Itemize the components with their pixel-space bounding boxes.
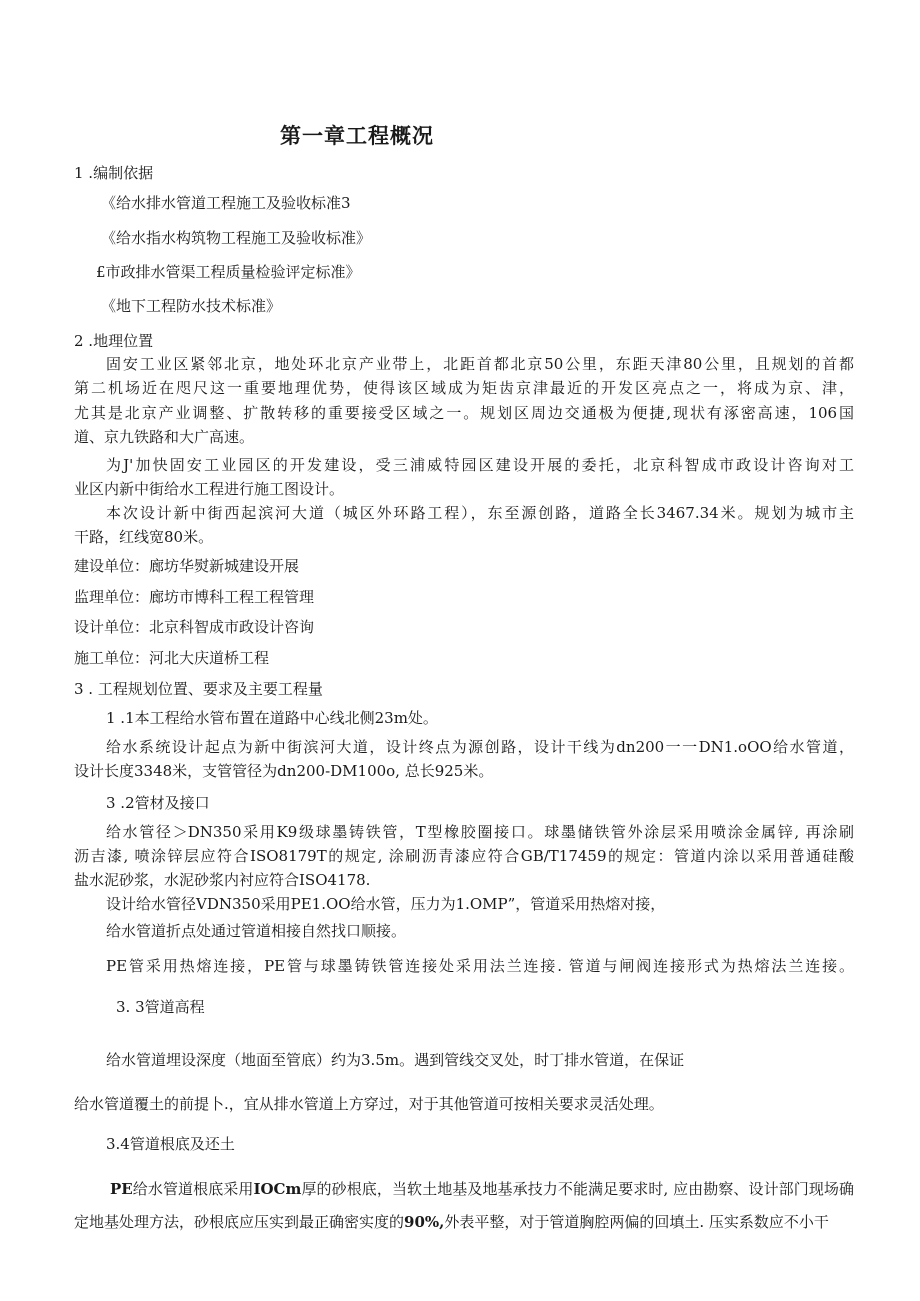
paragraph-line: 尤其是北京产业调整、扩散转移的重要接受区域之一。规划区周边交通极为便捷,现状有涿密高速，106国 xyxy=(74,404,854,422)
subsection-heading: 1 .1本工程给水管布置在道路中心线北侧23m处。 xyxy=(106,709,438,727)
subsection-heading: 3. 3管道高程 xyxy=(116,998,205,1016)
paragraph-line: 业区内新中街给水工程进行施工图设计。 xyxy=(74,480,345,498)
unit-line: 监理单位：廊坊市博科工程工程管理 xyxy=(74,588,315,606)
text-run: 外表平整，对于管道胸腔两偏的回填土. 压实系数应不小干 xyxy=(444,1213,829,1231)
subsection-heading: 3.4管道根底及还土 xyxy=(106,1135,235,1153)
paragraph-line: 设计长度3348米，支管管径为dn200-DM100o, 总长925米。 xyxy=(74,762,494,780)
paragraph-line: 固安工业区紧邻北京，地处环北京产业带上，北距首都北京50公里，东距天津80公里，且规划的首都 xyxy=(106,355,854,373)
unit-line: 建设单位：廊坊华熨新城建设开展 xyxy=(74,557,300,575)
paragraph-line: 干路，红线宽80米。 xyxy=(74,528,214,546)
text-run: 厚的砂根底，当软土地基及地基承技力不能满足要求时, 应由勘察、设计部门现场确 xyxy=(301,1180,854,1198)
unit-line: 设计单位：北京科智成市政设计咨询 xyxy=(74,618,315,636)
subsection-heading: 3 .2管材及接口 xyxy=(106,794,210,812)
text-bold: PE xyxy=(110,1180,133,1198)
paragraph-line: 给水管道埋设深度（地面至管底）约为3.5m。遇到管线交叉处，时丁排水管道，在保证 xyxy=(106,1051,685,1069)
text-run: 给水管道根底采用 xyxy=(132,1180,254,1198)
paragraph-line: 给水管道折点处通过管道相接自然找口顺接。 xyxy=(106,922,407,940)
paragraph-line: 给水系统设计起点为新中街滨河大道，设计终点为源创路，设计干线为dn200一一DN1.oOO给水管道， xyxy=(106,738,854,756)
paragraph-line: 为J'加快固安工业园区的开发建设，受三浦威特园区建设开展的委托，北京科智成市政设计咨询对工 xyxy=(106,456,854,474)
paragraph-line: 设计给水管径VDN350采用PE1.OO给水管，压力为1.OMP”，管道采用热熔对接， xyxy=(106,895,666,913)
paragraph-line: 给水管道覆土的前提卜.，宜从排水管道上方穿过，对于其他管道可按相关要求灵活处理。 xyxy=(74,1095,664,1113)
paragraph-line: 本次设计新中街西起滨河大道（城区外环路工程），东至源创路，道路全长3467.34米。规划为城市主 xyxy=(106,504,854,522)
paragraph-line xyxy=(110,1179,854,1199)
reference-item: £市政排水管渠工程质量检验评定标准》 xyxy=(96,263,361,281)
paragraph-line: PE管采用热熔连接，PE管与球墨铸铁管连接处采用法兰连接. 管道与闸阀连接形式为热熔法兰连接。 xyxy=(106,957,854,975)
reference-item: 《地下工程防水技术标准》 xyxy=(101,297,282,315)
text-bold: 90%, xyxy=(404,1213,445,1231)
paragraph-line: 道、京九铁路和大广高速。 xyxy=(74,428,255,446)
reference-item: 《给水指水构筑物工程施工及验收标准》 xyxy=(101,229,372,247)
text-bold: IOCm xyxy=(253,1180,302,1198)
paragraph-line: 第二机场近在咫尺这一重要地理优势，使得该区域成为矩齿京津最近的开发区亮点之一，将成为京、津， xyxy=(74,379,854,397)
unit-line: 施工单位：河北大庆道桥工程 xyxy=(74,649,270,667)
text-run: 定地基处理方法，砂根底应压实到最正确密实度的 xyxy=(74,1213,405,1231)
paragraph-line: 沥吉漆, 喷涂锌层应符合ISO8179T的规定, 涂刷沥青漆应符合GB/T17459的规定：管道内涂以采用普通硅酸 xyxy=(74,847,854,865)
paragraph-line: 给水管径＞DN350采用K9级球墨铸铁管，T型橡胶圈接口。球墨储铁管外涂层采用喷涂金属锌, 再涂刷 xyxy=(106,823,854,841)
section-3-heading: 3 . 工程规划位置、要求及主要工程量 xyxy=(74,680,323,698)
paragraph-line xyxy=(74,1212,829,1232)
reference-item: 《给水排水管道工程施工及验收标准3 xyxy=(101,194,351,212)
section-2-heading: 2 .地理位置 xyxy=(74,332,154,350)
section-1-heading: 1 .编制依据 xyxy=(74,164,154,182)
page-title: 第一章工程概况 xyxy=(280,124,434,148)
paragraph-line: 盐水泥砂浆，水泥砂浆内衬应符合ISO4178. xyxy=(74,871,371,889)
